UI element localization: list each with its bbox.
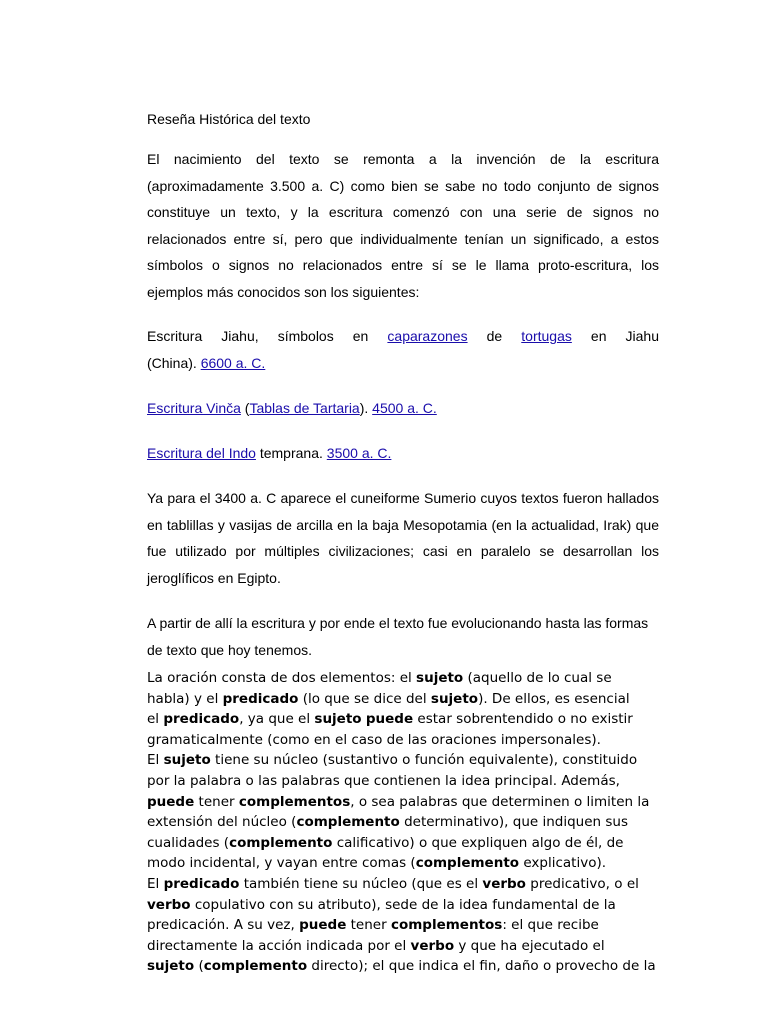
text-run: el: [147, 711, 164, 728]
text-run: , ya que el: [239, 711, 315, 728]
text-line: [147, 874, 667, 895]
term-predicado: predicado: [222, 690, 299, 707]
jiahu-text: Escritura Jiahu, símbolos en: [147, 328, 388, 344]
text-run: ). De ellos, es esencial: [478, 690, 630, 707]
term-puede: puede: [365, 711, 414, 728]
text-run: predicativo, o el: [525, 875, 639, 892]
text-run: (: [194, 958, 204, 975]
jiahu-text: de: [467, 328, 522, 344]
term-verbo: verbo: [482, 875, 526, 892]
link-tortugas[interactable]: tortugas: [521, 328, 572, 344]
text-line: [147, 792, 667, 813]
text-line: [147, 812, 667, 833]
paragraph-sentence-definition: [147, 668, 667, 977]
text-run: tiene su núcleo (sustantivo o función equivalente), constituido: [210, 752, 638, 769]
text-run: gramaticalmente (como en el caso de las oraciones impersonales).: [147, 731, 601, 748]
text-run: y que ha ejecutado el: [454, 937, 605, 954]
jiahu-second-line: [147, 350, 659, 377]
term-verbo: verbo: [410, 937, 455, 954]
text-run: El: [147, 752, 164, 769]
text-line: [147, 853, 667, 874]
text-run: (lo que se dice del: [298, 690, 431, 707]
term-predicado: predicado: [163, 875, 240, 892]
text-run: explicativo).: [519, 855, 607, 872]
text-run: calificativo) o que expliquen algo de él, de: [332, 834, 624, 851]
paragraph-introduction: El nacimiento del texto se remonta a la invención de la escritura (aproximadamente 3.500 a. C) como bien se sabe no todo conjunto de signos constituye un texto, y la escritura comenzó con una serie de signos no relacionados entre sí, pero que individualmente tenían un significado, a estos símbolos o signos no relacionados entre sí se le llama proto-escritura, los ejemplos más conocidos son los siguientes:: [147, 151, 659, 300]
text-line: [147, 895, 667, 916]
list-item-indo: [147, 440, 659, 467]
term-puede: puede: [299, 917, 347, 934]
text-line: [147, 771, 667, 792]
jiahu-text: en Jiahu: [571, 328, 660, 344]
link-tablas-de-tartaria[interactable]: Tablas de Tartaria: [249, 400, 360, 416]
text-run: La oración consta de dos elementos: el: [147, 670, 417, 686]
text-line: [147, 833, 667, 854]
text-run: (aquello de lo cual se: [463, 670, 612, 686]
text-run: también tiene su núcleo (que es el: [239, 875, 483, 892]
text-run: tener: [194, 793, 239, 810]
document-title: Reseña Histórica del texto: [147, 111, 311, 127]
text-line: [147, 689, 667, 710]
text-run: directo); el que indica el fin, daño o provecho de la: [307, 958, 656, 975]
text-run: tener: [346, 917, 391, 934]
text-run: : el que recibe: [502, 917, 599, 934]
text-line: [147, 956, 667, 977]
text-line: [147, 750, 667, 771]
link-date-3500[interactable]: 3500 a. C.: [326, 445, 392, 461]
link-caparazones[interactable]: caparazones: [387, 328, 468, 344]
term-sujeto: sujeto: [416, 670, 464, 686]
text-run: directamente la acción indicada por el: [147, 937, 411, 954]
term-complemento: complemento: [296, 814, 400, 831]
link-date-4500[interactable]: 4500 a. C.: [372, 400, 437, 416]
jiahu-text: (China).: [147, 354, 201, 371]
text-line: [147, 915, 667, 936]
term-complementos: complementos: [238, 793, 351, 810]
term-predicado: predicado: [163, 711, 240, 728]
link-date-6600[interactable]: 6600 a. C.: [200, 354, 266, 371]
indo-text: temprana.: [255, 445, 327, 461]
term-puede: puede: [147, 793, 195, 810]
term-complemento: complemento: [203, 958, 308, 975]
text-run: estar sobrentendido o no existir: [413, 711, 633, 728]
text-run: , o sea palabras que determinen o limiten la: [350, 793, 650, 810]
text-run: determinativo), que indiquen sus: [399, 814, 628, 831]
text-line: [147, 668, 667, 689]
term-complemento: complemento: [229, 834, 333, 851]
text-line: [147, 936, 667, 957]
term-sujeto: sujeto: [430, 690, 479, 707]
paragraph-evolution: A partir de allí la escritura y por ende el texto fue evolucionando hasta las formas de texto que hoy tenemos.: [147, 615, 649, 658]
term-complemento: complemento: [415, 855, 520, 872]
list-item-jiahu: [147, 323, 659, 376]
link-escritura-del-indo[interactable]: Escritura del Indo: [147, 445, 256, 461]
text-run: por la palabra o las palabras que contienen la idea principal. Además,: [147, 772, 620, 789]
term-verbo: verbo: [147, 896, 191, 913]
term-sujeto: sujeto: [314, 711, 362, 728]
link-escritura-vinca[interactable]: Escritura Vinča: [147, 400, 241, 416]
text-run: modo incidental, y vayan entre comas (: [147, 855, 416, 872]
text-run: extensión del núcleo (: [147, 814, 297, 831]
term-complementos: complementos: [390, 917, 503, 934]
text-line: [147, 709, 667, 730]
term-sujeto: sujeto: [147, 958, 195, 975]
paragraph-cuneiforme: Ya para el 3400 a. C aparece el cuneiforme Sumerio cuyos textos fueron hallados en tablillas y vasijas de arcilla en la baja Mesopotamia (en la actualidad, Irak) que fue utilizado por múltiples civilizaciones; casi en paralelo se desarrollan los jeroglíficos en Egipto.: [147, 490, 659, 586]
text-line: [147, 730, 667, 751]
vinca-text: (: [240, 400, 250, 416]
text-run: habla) y el: [147, 690, 223, 707]
term-sujeto: sujeto: [163, 752, 211, 769]
text-run: predicación. A su vez,: [147, 917, 300, 934]
vinca-text: ).: [359, 400, 373, 416]
text-run: El: [147, 875, 164, 892]
text-run: copulativo con su atributo), sede de la idea fundamental de la: [190, 896, 616, 913]
list-item-vinca: [147, 395, 659, 422]
text-run: cualidades (: [147, 834, 230, 851]
